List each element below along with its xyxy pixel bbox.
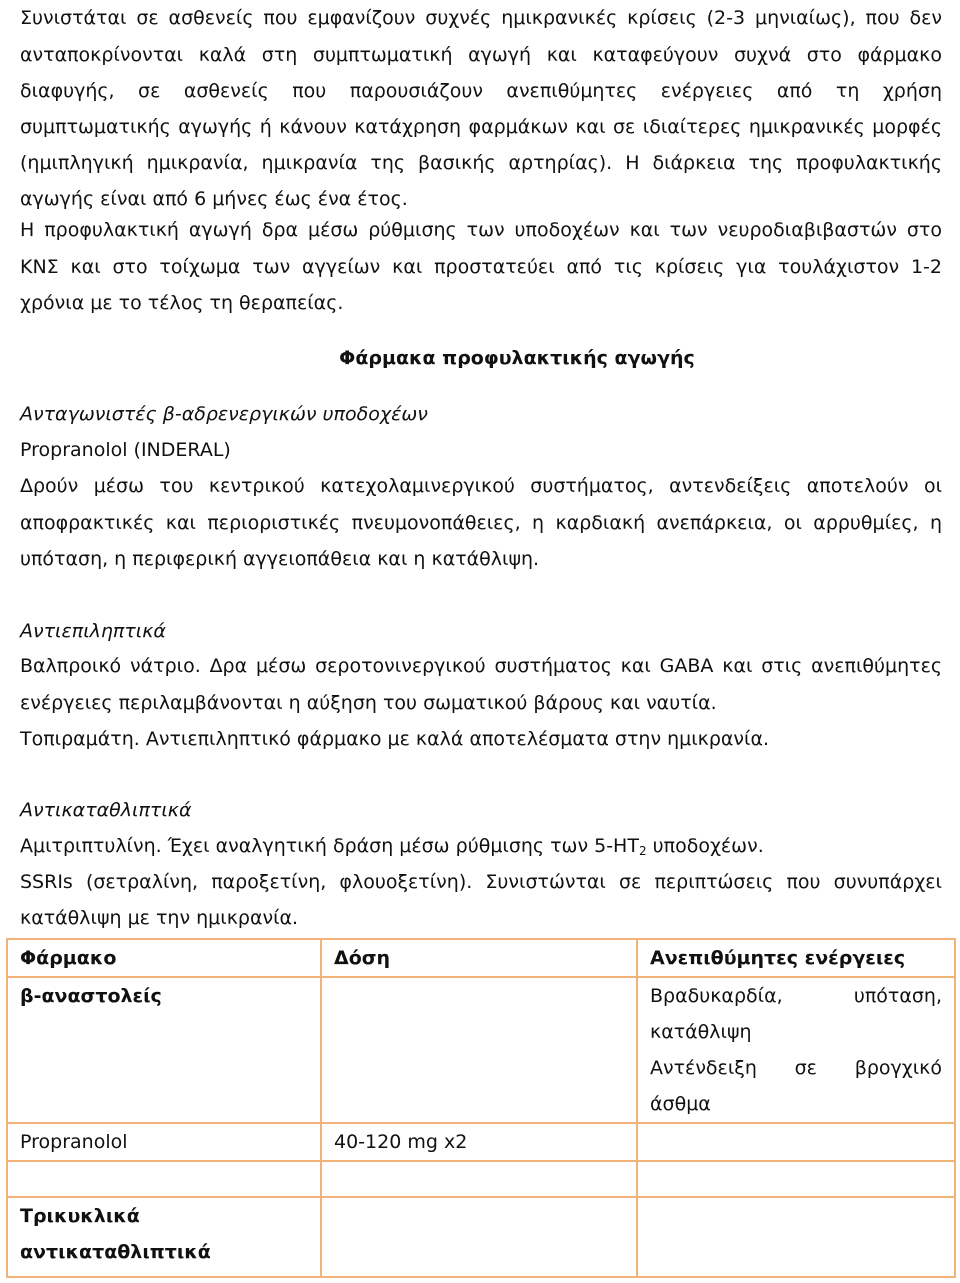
cell-drug: β-αναστολείς bbox=[7, 977, 321, 1123]
antiepileptics-line: Βαλπροικό νάτριο. Δρα μέσω σεροτονινεργικού συστήματος και GABA και στις ανεπιθύμητες bbox=[20, 655, 942, 677]
header-dose: Δόση bbox=[321, 939, 637, 977]
cell-dose: 40-120 mg x2 bbox=[321, 1123, 637, 1161]
beta-line: υπόταση, η περιφερική αγγειοπάθεια και η κατάθλιψη. bbox=[20, 548, 540, 570]
header-side-effects: Ανεπιθύμητες ενέργειες bbox=[637, 939, 955, 977]
beta-drug: Propranolol (INDERAL) bbox=[20, 439, 231, 461]
drug-table bbox=[6, 938, 956, 1278]
cell-side-effects bbox=[637, 977, 955, 1123]
drug-name-line: αντικαταθλιπτικά bbox=[20, 1241, 211, 1263]
table-row bbox=[7, 977, 955, 1123]
antidepressants-heading: Αντικαταθλιπτικά bbox=[20, 799, 192, 821]
section-title: Φάρμακα προφυλακτικής αγωγής bbox=[339, 347, 695, 369]
beta-line: αποφρακτικές και περιοριστικές πνευμονοπάθειες, η καρδιακή ανεπάρκεια, οι αρρυθμίες, η bbox=[20, 512, 942, 534]
cell-side-effects bbox=[637, 1161, 955, 1197]
cell-drug: Propranolol bbox=[7, 1123, 321, 1161]
table-row bbox=[7, 1161, 955, 1197]
header-drug: Φάρμακο bbox=[7, 939, 321, 977]
intro-line: διαφυγής, σε ασθενείς που παρουσιάζουν ανεπιθύμητες ενέργειες από τη χρήση bbox=[20, 80, 942, 102]
cell-dose bbox=[321, 1161, 637, 1197]
intro-line: Συνιστάται σε ασθενείς που εμφανίζουν συχνές ημικρανικές κρίσεις (2-3 μηνιαίως), που δεν bbox=[20, 7, 942, 29]
amitriptyline-line bbox=[20, 828, 764, 869]
cell-drug bbox=[7, 1197, 321, 1277]
cell-dose bbox=[321, 1197, 637, 1277]
intro-line: αγωγής είναι από 6 μήνες έως ένα έτος. bbox=[20, 188, 408, 210]
ssri-line: κατάθλιψη με την ημικρανία. bbox=[20, 907, 299, 929]
cell-drug bbox=[7, 1161, 321, 1197]
cell-side-effects bbox=[637, 1197, 955, 1277]
side-effect-line: Βραδυκαρδία, υπόταση, bbox=[650, 985, 942, 1007]
table-row bbox=[7, 1123, 955, 1161]
drug-name-line: Τρικυκλικά bbox=[20, 1205, 140, 1227]
beta-heading: Ανταγωνιστές β-αδρενεργικών υποδοχέων bbox=[20, 403, 428, 425]
amitriptyline-subscript: 2 bbox=[638, 844, 647, 858]
side-effect-line: κατάθλιψη bbox=[650, 1021, 752, 1043]
side-effect-line: άσθμα bbox=[650, 1093, 711, 1115]
beta-line: Δρούν μέσω του κεντρικού κατεχολαμινεργικού συστήματος, αντενδείξεις αποτελούν οι bbox=[20, 475, 942, 497]
cell-dose bbox=[321, 977, 637, 1123]
intro-line: ανταποκρίνονται καλά στη συμπτωματική αγωγή και καταφεύγουν συχνά στο φάρμακο bbox=[20, 44, 942, 66]
table-row bbox=[7, 1197, 955, 1277]
antiepileptics-heading: Αντιεπιληπτικά bbox=[20, 620, 166, 642]
intro-line: χρόνια με το τέλος τη θεραπείας. bbox=[20, 292, 344, 314]
cell-side-effects bbox=[637, 1123, 955, 1161]
intro-line: συμπτωματικής αγωγής ή κάνουν κατάχρηση φαρμάκων και σε ιδιαίτερες ημικρανικές μορφές bbox=[20, 116, 942, 138]
ssri-line: SSRIs (σετραλίνη, παροξετίνη, φλουοξετίνη). Συνιστώνται σε περιπτώσεις που συνυπάρχει bbox=[20, 871, 942, 893]
side-effect-line: Αντένδειξη σε βρογχικό bbox=[650, 1057, 942, 1079]
table-header-row bbox=[7, 939, 955, 977]
antiepileptics-line: Τοπιραμάτη. Αντιεπιληπτικό φάρμακο με καλά αποτελέσματα στην ημικρανία. bbox=[20, 728, 770, 750]
intro-line: Η προφυλακτική αγωγή δρα μέσω ρύθμισης των υποδοχέων και των νευροδιαβιβαστών στο bbox=[20, 219, 942, 241]
antiepileptics-line: ενέργειες περιλαμβάνονται η αύξηση του σωματικού βάρους και ναυτία. bbox=[20, 692, 717, 714]
amitriptyline-text: Αμιτριπτυλίνη. Έχει αναλγητική δράση μέσω ρύθμισης των 5-HT bbox=[20, 835, 639, 857]
intro-line: ΚΝΣ και στο τοίχωμα των αγγείων και προστατεύει από τις κρίσεις για τουλάχιστον 1-2 bbox=[20, 256, 942, 278]
intro-line: (ημιπληγική ημικρανία, ημικρανία της βασικής αρτηρίας). Η διάρκεια της προφυλακτικής bbox=[20, 152, 942, 174]
amitriptyline-text-end: υποδοχέων. bbox=[646, 835, 764, 857]
